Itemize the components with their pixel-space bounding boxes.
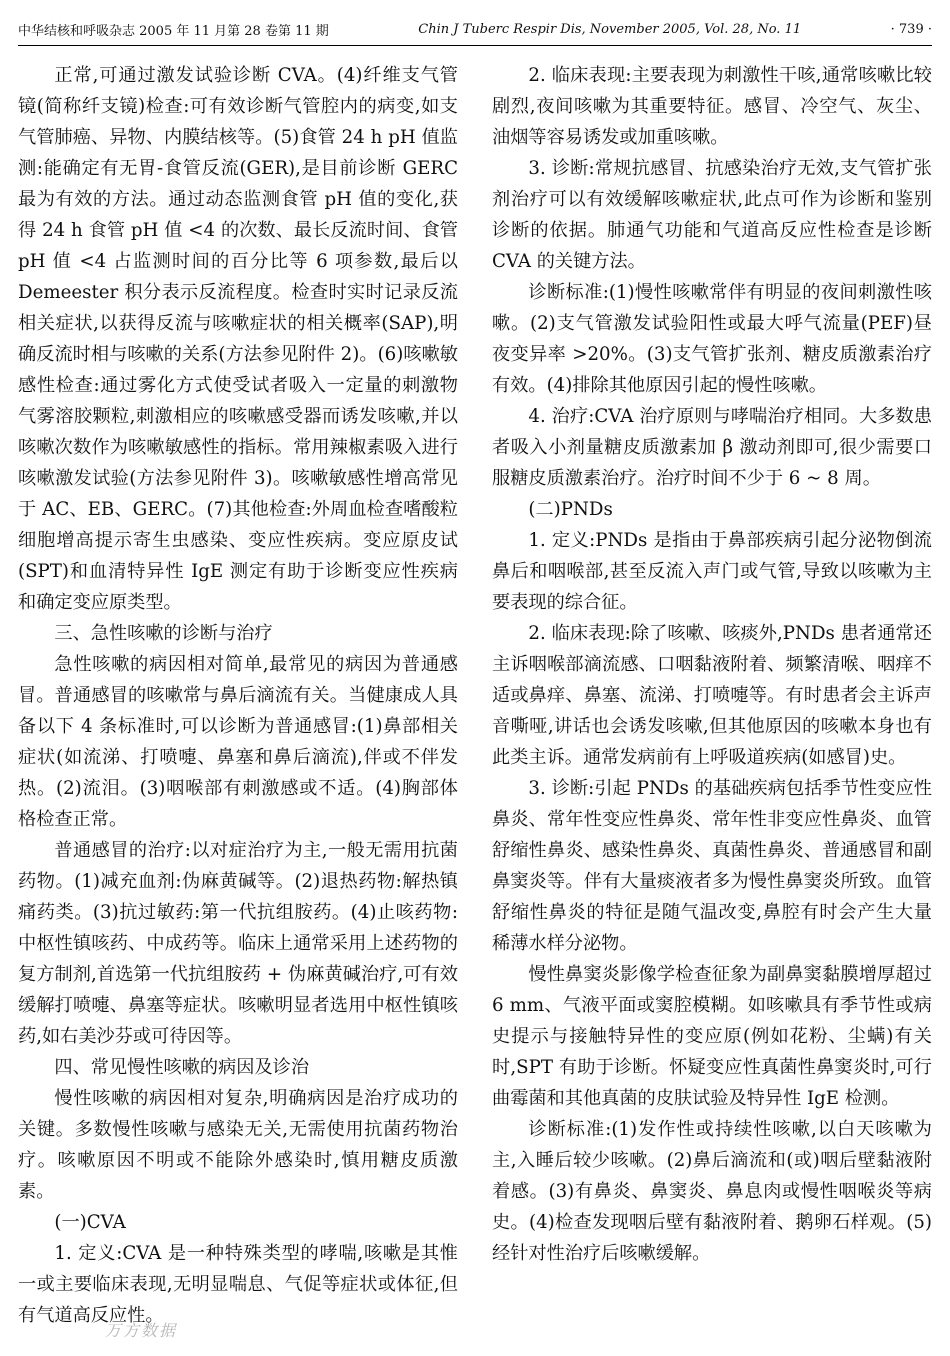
body-columns — [18, 60, 932, 1340]
right-column — [492, 60, 932, 1340]
paragraph-pnds-definition: 1. 定义:PNDs 是指由于鼻部疾病引起分泌物倒流鼻后和咽喉部,甚至反流入声门或气管,导致以咳嗽为主要表现的综合征。 — [492, 530, 932, 613]
paragraph-acute-cough: 急性咳嗽的病因相对简单,最常见的病因为普通感冒。普通感冒的咳嗽常与鼻后滴流有关。当健康成人具备以下 4 条标准时,可以诊断为普通感冒:(1)鼻部相关症状(如流涕、打喷嚏、鼻塞和鼻后滴流),伴或不伴发热。(2)流泪。(3)咽喉部有刺激感或不适。(4)胸部体格检查正常。 — [18, 654, 458, 830]
paragraph-common-cold-treatment: 普通感冒的治疗:以对症治疗为主,一般无需用抗菌药物。(1)减充血剂:伪麻黄碱等。(2)退热药物:解热镇痛药类。(3)抗过敏药:第一代抗组胺药。(4)止咳药物:中枢性镇咳药、中成药等。临床上通常采用上述药物的复方制剂,首选第一代抗组胺药 + 伪麻黄碱治疗,可有效缓解打喷嚏、鼻塞等症状。咳嗽明显者选用中枢性镇咳药,如右美沙芬或可待因等。 — [18, 840, 458, 1047]
running-header — [18, 14, 932, 44]
journal-title-en: Chin J Tuberc Respir Dis, November 2005, Vol. 28, No. 11 — [418, 21, 802, 37]
paragraph-pnds-diagnosis: 3. 诊断:引起 PNDs 的基础疾病包括季节性变应性鼻炎、常年性变应性鼻炎、常年性非变应性鼻炎、血管舒缩性鼻炎、感染性鼻炎、真菌性鼻炎、普通感冒和副鼻窦炎等。伴有大量痰液者多为慢性鼻窦炎所致。血管舒缩性鼻炎的特征是随气温改变,鼻腔有时会产生大量稀薄水样分泌物。 — [492, 778, 932, 954]
left-column — [18, 60, 458, 1340]
paragraph-pnds-criteria: 诊断标准:(1)发作性或持续性咳嗽,以白天咳嗽为主,入睡后较少咳嗽。(2)鼻后滴流和(或)咽后壁黏液附着感。(3)有鼻炎、鼻窦炎、鼻息肉或慢性咽喉炎等病史。(4)检查发现咽后壁有黏液附着、鹅卵石样观。(5)经针对性治疗后咳嗽缓解。 — [492, 1119, 932, 1264]
section-heading-acute-cough: 三、急性咳嗽的诊断与治疗 — [54, 623, 273, 644]
header-rule — [18, 45, 932, 46]
paragraph-cva-criteria: 诊断标准:(1)慢性咳嗽常伴有明显的夜间刺激性咳嗽。(2)支气管激发试验阳性或最大呼气流量(PEF)昼夜变异率 >20%。(3)支气管扩张剂、糖皮质激素治疗有效。(4)排除其他原因引起的慢性咳嗽。 — [492, 282, 932, 396]
subsection-heading-pnds: (二)PNDs — [528, 499, 613, 520]
section-heading-chronic-cough: 四、常见慢性咳嗽的病因及诊治 — [54, 1057, 310, 1078]
paragraph-chronic-cough: 慢性咳嗽的病因相对复杂,明确病因是治疗成功的关键。多数慢性咳嗽与感染无关,无需使用抗菌药物治疗。咳嗽原因不明或不能除外感染时,慎用糖皮质激素。 — [18, 1088, 458, 1202]
watermark: 万方数据 — [105, 1321, 178, 1340]
subsection-heading-cva: (一)CVA — [54, 1212, 126, 1233]
paragraph-cva-treatment: 4. 治疗:CVA 治疗原则与哮喘治疗相同。大多数患者吸入小剂量糖皮质激素加 β 激动剂即可,很少需要口服糖皮质激素治疗。治疗时间不少于 6 ~ 8 周。 — [492, 406, 932, 489]
paragraph-cva-definition: 1. 定义:CVA 是一种特殊类型的哮喘,咳嗽是其惟一或主要临床表现,无明显喘息、气促等症状或体征,但有气道高反应性。 — [18, 1243, 458, 1326]
paragraph-exams: 正常,可通过激发试验诊断 CVA。(4)纤维支气管镜(简称纤支镜)检查:可有效诊断气管腔内的病变,如支气管肺癌、异物、内膜结核等。(5)食管 24 h pH 值监测:能确定有无胃-食管反流(GER),是目前诊断 GERC 最为有效的方法。通过动态监测食管 pH 值的变化,获得 24 h 食管 pH 值 <4 的次数、最长反流时间、食管 pH 值 <4 占监测时间的百分比等 6 项参数,最后以 Demeester 积分表示反流程度。检查时实时记录反流相关症状,以获得反流与咳嗽症状的相关概率(SAP),明确反流时相与咳嗽的关系(方法参见附件 2)。(6)咳嗽敏感性检查:通过雾化方式使受试者吸入一定量的刺激物气雾溶胶颗粒,刺激相应的咳嗽感受器而诱发咳嗽,并以咳嗽次数作为咳嗽敏感性的指标。常用辣椒素吸入进行咳嗽激发试验(方法参见附件 3)。咳嗽敏感性增高常见于 AC、EB、GERC。(7)其他检查:外周血检查嗜酸粒细胞增高提示寄生虫感染、变应性疾病。变应原皮试(SPT)和血清特异性 IgE 测定有助于诊断变应性疾病和确定变应原类型。 — [18, 65, 458, 613]
paragraph-pnds-clinical: 2. 临床表现:除了咳嗽、咳痰外,PNDs 患者通常还主诉咽喉部滴流感、口咽黏液附着、频繁清喉、咽痒不适或鼻痒、鼻塞、流涕、打喷嚏等。有时患者会主诉声音嘶哑,讲话也会诱发咳嗽,但其他原因的咳嗽本身也有此类主诉。通常发病前有上呼吸道疾病(如感冒)史。 — [492, 623, 932, 768]
page-number: · 739 · — [890, 21, 932, 37]
journal-title-cn: 中华结核和呼吸杂志 2005 年 11 月第 28 卷第 11 期 — [18, 23, 329, 39]
paragraph-cva-clinical: 2. 临床表现:主要表现为刺激性干咳,通常咳嗽比较剧烈,夜间咳嗽为其重要特征。感冒、冷空气、灰尘、油烟等容易诱发或加重咳嗽。 — [492, 65, 932, 148]
paragraph-sinusitis-imaging: 慢性鼻窦炎影像学检查征象为副鼻窦黏膜增厚超过 6 mm、气液平面或窦腔模糊。如咳嗽具有季节性或病史提示与接触特异性的变应原(例如花粉、尘螨)有关时,SPT 有助于诊断。怀疑变应性真菌性鼻窦炎时,可行曲霉菌和其他真菌的皮肤试验及特异性 IgE 检测。 — [492, 964, 932, 1109]
paragraph-cva-diagnosis: 3. 诊断:常规抗感冒、抗感染治疗无效,支气管扩张剂治疗可以有效缓解咳嗽症状,此点可作为诊断和鉴别诊断的依据。肺通气功能和气道高反应性检查是诊断 CVA 的关键方法。 — [492, 158, 932, 272]
